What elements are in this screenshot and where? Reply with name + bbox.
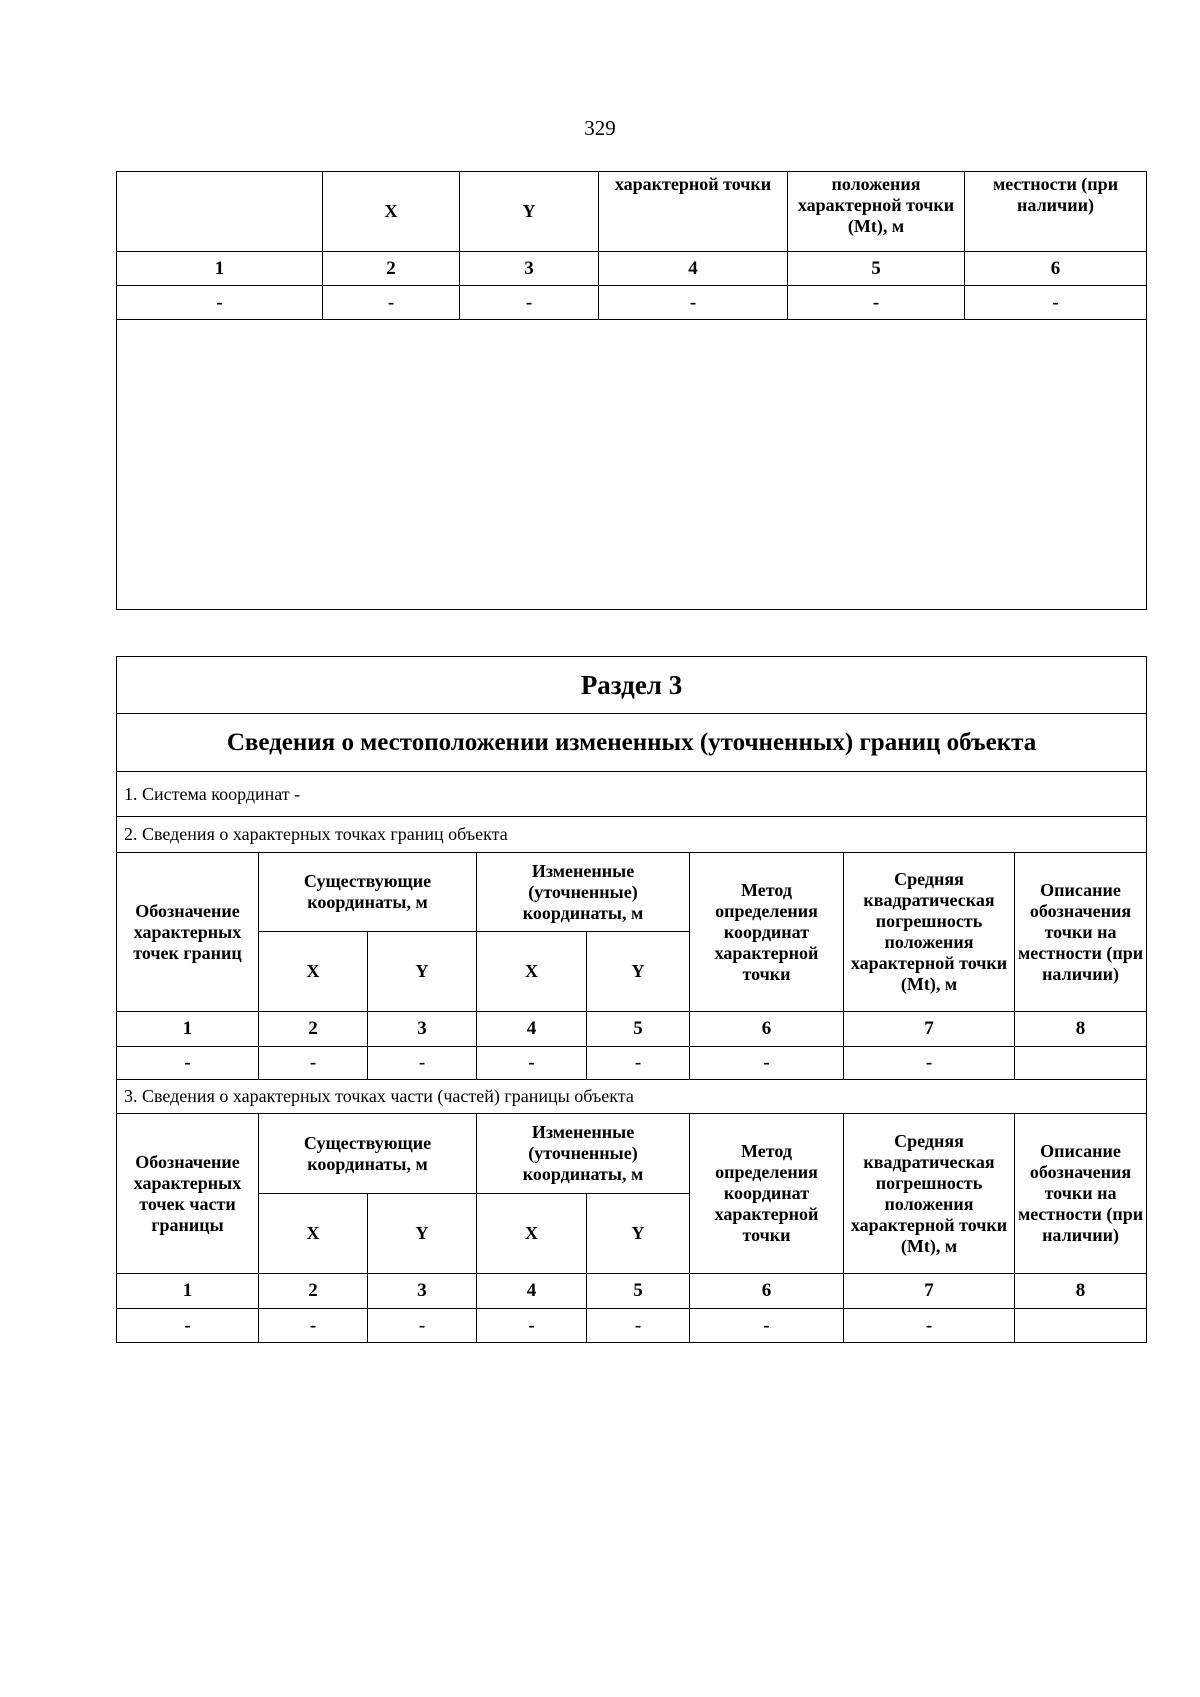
table-cell: - — [690, 1309, 844, 1343]
table-cell: - — [587, 1047, 690, 1080]
table-cell: - — [844, 1309, 1015, 1343]
table-cell: - — [323, 286, 460, 320]
header-existing-coordinates: Существующие координаты, м — [259, 853, 477, 932]
header-existing-x: X — [259, 1194, 368, 1274]
table-cell: - — [117, 1309, 259, 1343]
column-number: 6 — [690, 1012, 844, 1047]
header-changed-y: Y — [587, 1194, 690, 1274]
table-cell — [1015, 1047, 1147, 1080]
header-method: Метод определения координат характерной точки — [690, 1114, 844, 1274]
header-description-tail: местности (при наличии) — [965, 172, 1147, 252]
header-error: Средняя квадратическая погрешность положения характерной точки (Mt), м — [844, 1114, 1015, 1274]
header-changed-x: X — [477, 1194, 587, 1274]
column-number: 4 — [477, 1274, 587, 1309]
column-number: 1 — [117, 1274, 259, 1309]
column-number: 5 — [587, 1274, 690, 1309]
header-existing-coordinates: Существующие координаты, м — [259, 1114, 477, 1194]
column-number: 5 — [587, 1012, 690, 1047]
column-number: 2 — [259, 1012, 368, 1047]
table-cell: - — [788, 286, 965, 320]
table-row — [117, 1309, 1147, 1343]
column-number: 8 — [1015, 1012, 1147, 1047]
table-cell: - — [587, 1309, 690, 1343]
header-existing-x: X — [259, 932, 368, 1012]
column-number: 3 — [368, 1274, 477, 1309]
column-number: 8 — [1015, 1274, 1147, 1309]
column-number: 7 — [844, 1274, 1015, 1309]
table-cell: - — [259, 1047, 368, 1080]
column-numbers-row — [117, 1012, 1147, 1047]
column-number: 5 — [788, 252, 965, 286]
header-method: Метод определения координат характерной точки — [690, 853, 844, 1012]
table-cell: - — [477, 1309, 587, 1343]
table-header-row — [117, 1114, 1147, 1194]
table-cell: - — [844, 1047, 1015, 1080]
header-y: Y — [460, 172, 599, 252]
table-cell — [1015, 1309, 1147, 1343]
empty-area-row — [117, 320, 1147, 610]
table-cell: - — [368, 1309, 477, 1343]
column-number: 3 — [368, 1012, 477, 1047]
continuation-table — [116, 171, 1147, 610]
header-description: Описание обозначения точки на местности (при наличии) — [1015, 1114, 1147, 1274]
table-cell: - — [690, 1047, 844, 1080]
header-changed-x: X — [477, 932, 587, 1012]
column-number: 4 — [477, 1012, 587, 1047]
header-changed-coordinates: Измененные (уточненные) координаты, м — [477, 1114, 690, 1194]
section-subtitle: Сведения о местоположении измененных (уточненных) границ объекта — [117, 714, 1147, 772]
table-cell: - — [965, 286, 1147, 320]
header-x: X — [323, 172, 460, 252]
table-cell: - — [259, 1309, 368, 1343]
header-method-tail: характерной точки — [599, 172, 788, 252]
page-number: 329 — [584, 116, 616, 140]
header-designation: Обозначение характерных точек границ — [117, 853, 259, 1012]
table-row — [117, 286, 1147, 320]
header-designation: Обозначение характерных точек части границы — [117, 1114, 259, 1274]
column-number: 6 — [690, 1274, 844, 1309]
column-number: 3 — [460, 252, 599, 286]
table-cell: - — [368, 1047, 477, 1080]
header-existing-y: Y — [368, 932, 477, 1012]
column-number: 1 — [117, 252, 323, 286]
table-cell: - — [460, 286, 599, 320]
section-3-table — [116, 656, 1147, 1343]
column-numbers-row — [117, 252, 1147, 286]
column-numbers-row — [117, 1274, 1147, 1309]
header-description: Описание обозначения точки на местности (при наличии) — [1015, 853, 1147, 1012]
parts-heading: 3. Сведения о характерных точках части (частей) границы объекта — [117, 1080, 1147, 1114]
table-header-row — [117, 853, 1147, 932]
column-number: 2 — [259, 1274, 368, 1309]
section-title: Раздел 3 — [117, 657, 1147, 714]
column-number: 7 — [844, 1012, 1015, 1047]
header-error: Средняя квадратическая погрешность положения характерной точки (Mt), м — [844, 853, 1015, 1012]
table-cell: - — [117, 286, 323, 320]
column-number: 1 — [117, 1012, 259, 1047]
table-header-row — [117, 172, 1147, 252]
column-number: 6 — [965, 252, 1147, 286]
empty-area — [117, 320, 1147, 610]
table-cell: - — [599, 286, 788, 320]
table-cell: - — [117, 1047, 259, 1080]
header-cell — [117, 172, 323, 252]
table-cell: - — [477, 1047, 587, 1080]
header-error-tail: положения характерной точки (Mt), м — [788, 172, 965, 252]
header-changed-y: Y — [587, 932, 690, 1012]
coordinate-system: 1. Система координат - — [117, 772, 1147, 817]
header-existing-y: Y — [368, 1194, 477, 1274]
column-number: 4 — [599, 252, 788, 286]
column-number: 2 — [323, 252, 460, 286]
header-changed-coordinates: Измененные (уточненные) координаты, м — [477, 853, 690, 932]
points-heading: 2. Сведения о характерных точках границ объекта — [117, 817, 1147, 853]
table-row — [117, 1047, 1147, 1080]
